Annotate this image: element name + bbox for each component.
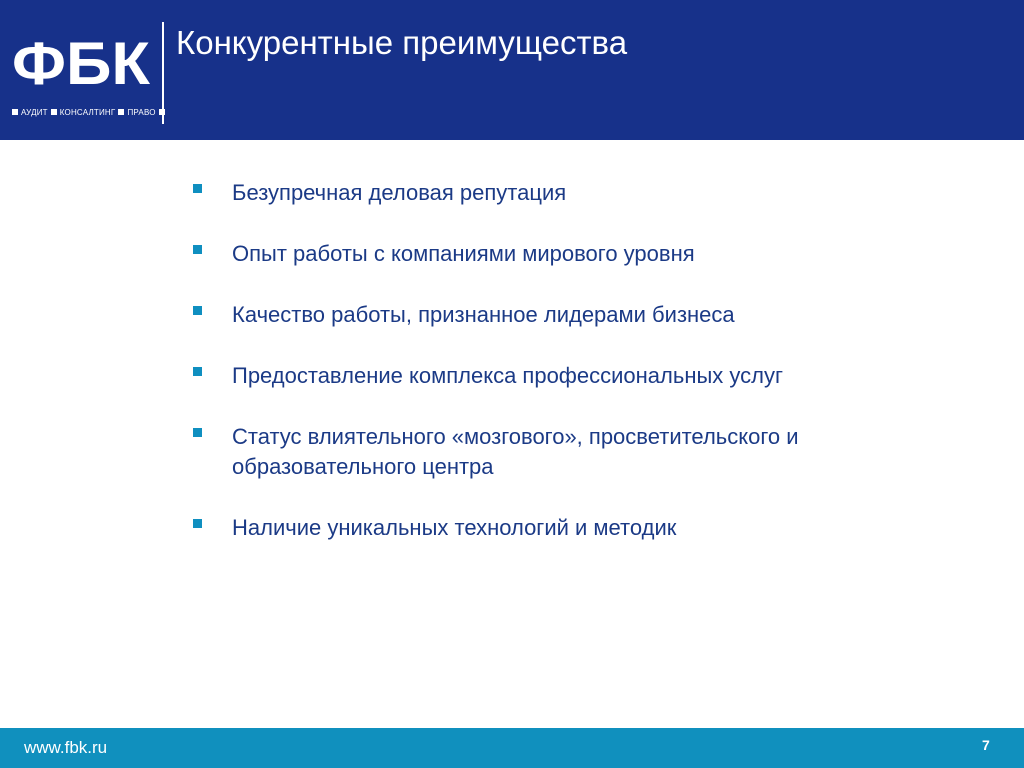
list-item-text: Качество работы, признанное лидерами бизнеса: [232, 302, 735, 327]
square-bullet-icon: [193, 245, 202, 254]
header-bar: [0, 0, 1024, 140]
list-item: [190, 422, 950, 482]
tagline-audit: АУДИТ: [21, 108, 48, 117]
list-item-text: Безупречная деловая репутация: [232, 180, 567, 205]
advantages-list: [190, 178, 950, 574]
list-item-text: Предоставление комплекса профессиональных услуг: [232, 363, 784, 388]
logo-tagline: [12, 108, 168, 117]
square-bullet-icon: [193, 367, 202, 376]
list-item: [190, 300, 950, 330]
list-item: [190, 513, 950, 543]
fbk-logo-text: ФБК: [12, 30, 151, 92]
square-bullet-icon: [193, 428, 202, 437]
list-item: [190, 361, 950, 391]
footer-url: www.fbk.ru: [24, 738, 108, 757]
square-bullet-icon: [193, 184, 202, 193]
page-title: Конкурентные преимущества: [176, 24, 628, 61]
square-bullet-icon: [193, 519, 202, 528]
square-icon: [51, 109, 57, 115]
list-item-text: Наличие уникальных технологий и методик: [232, 515, 677, 540]
list-item: [190, 178, 950, 208]
page-number: 7: [982, 737, 990, 753]
tagline-law: ПРАВО: [127, 108, 156, 117]
square-icon: [118, 109, 124, 115]
list-item: [190, 239, 950, 269]
header-divider: [162, 22, 164, 124]
footer-bar: [0, 728, 1024, 768]
square-bullet-icon: [193, 306, 202, 315]
list-item-text: Статус влиятельного «мозгового», просветительского и образовательного центра: [232, 424, 799, 479]
square-icon: [12, 109, 18, 115]
fbk-logo: [12, 28, 152, 92]
list-item-text: Опыт работы с компаниями мирового уровня: [232, 241, 695, 266]
tagline-consulting: КОНСАЛТИНГ: [59, 108, 116, 117]
